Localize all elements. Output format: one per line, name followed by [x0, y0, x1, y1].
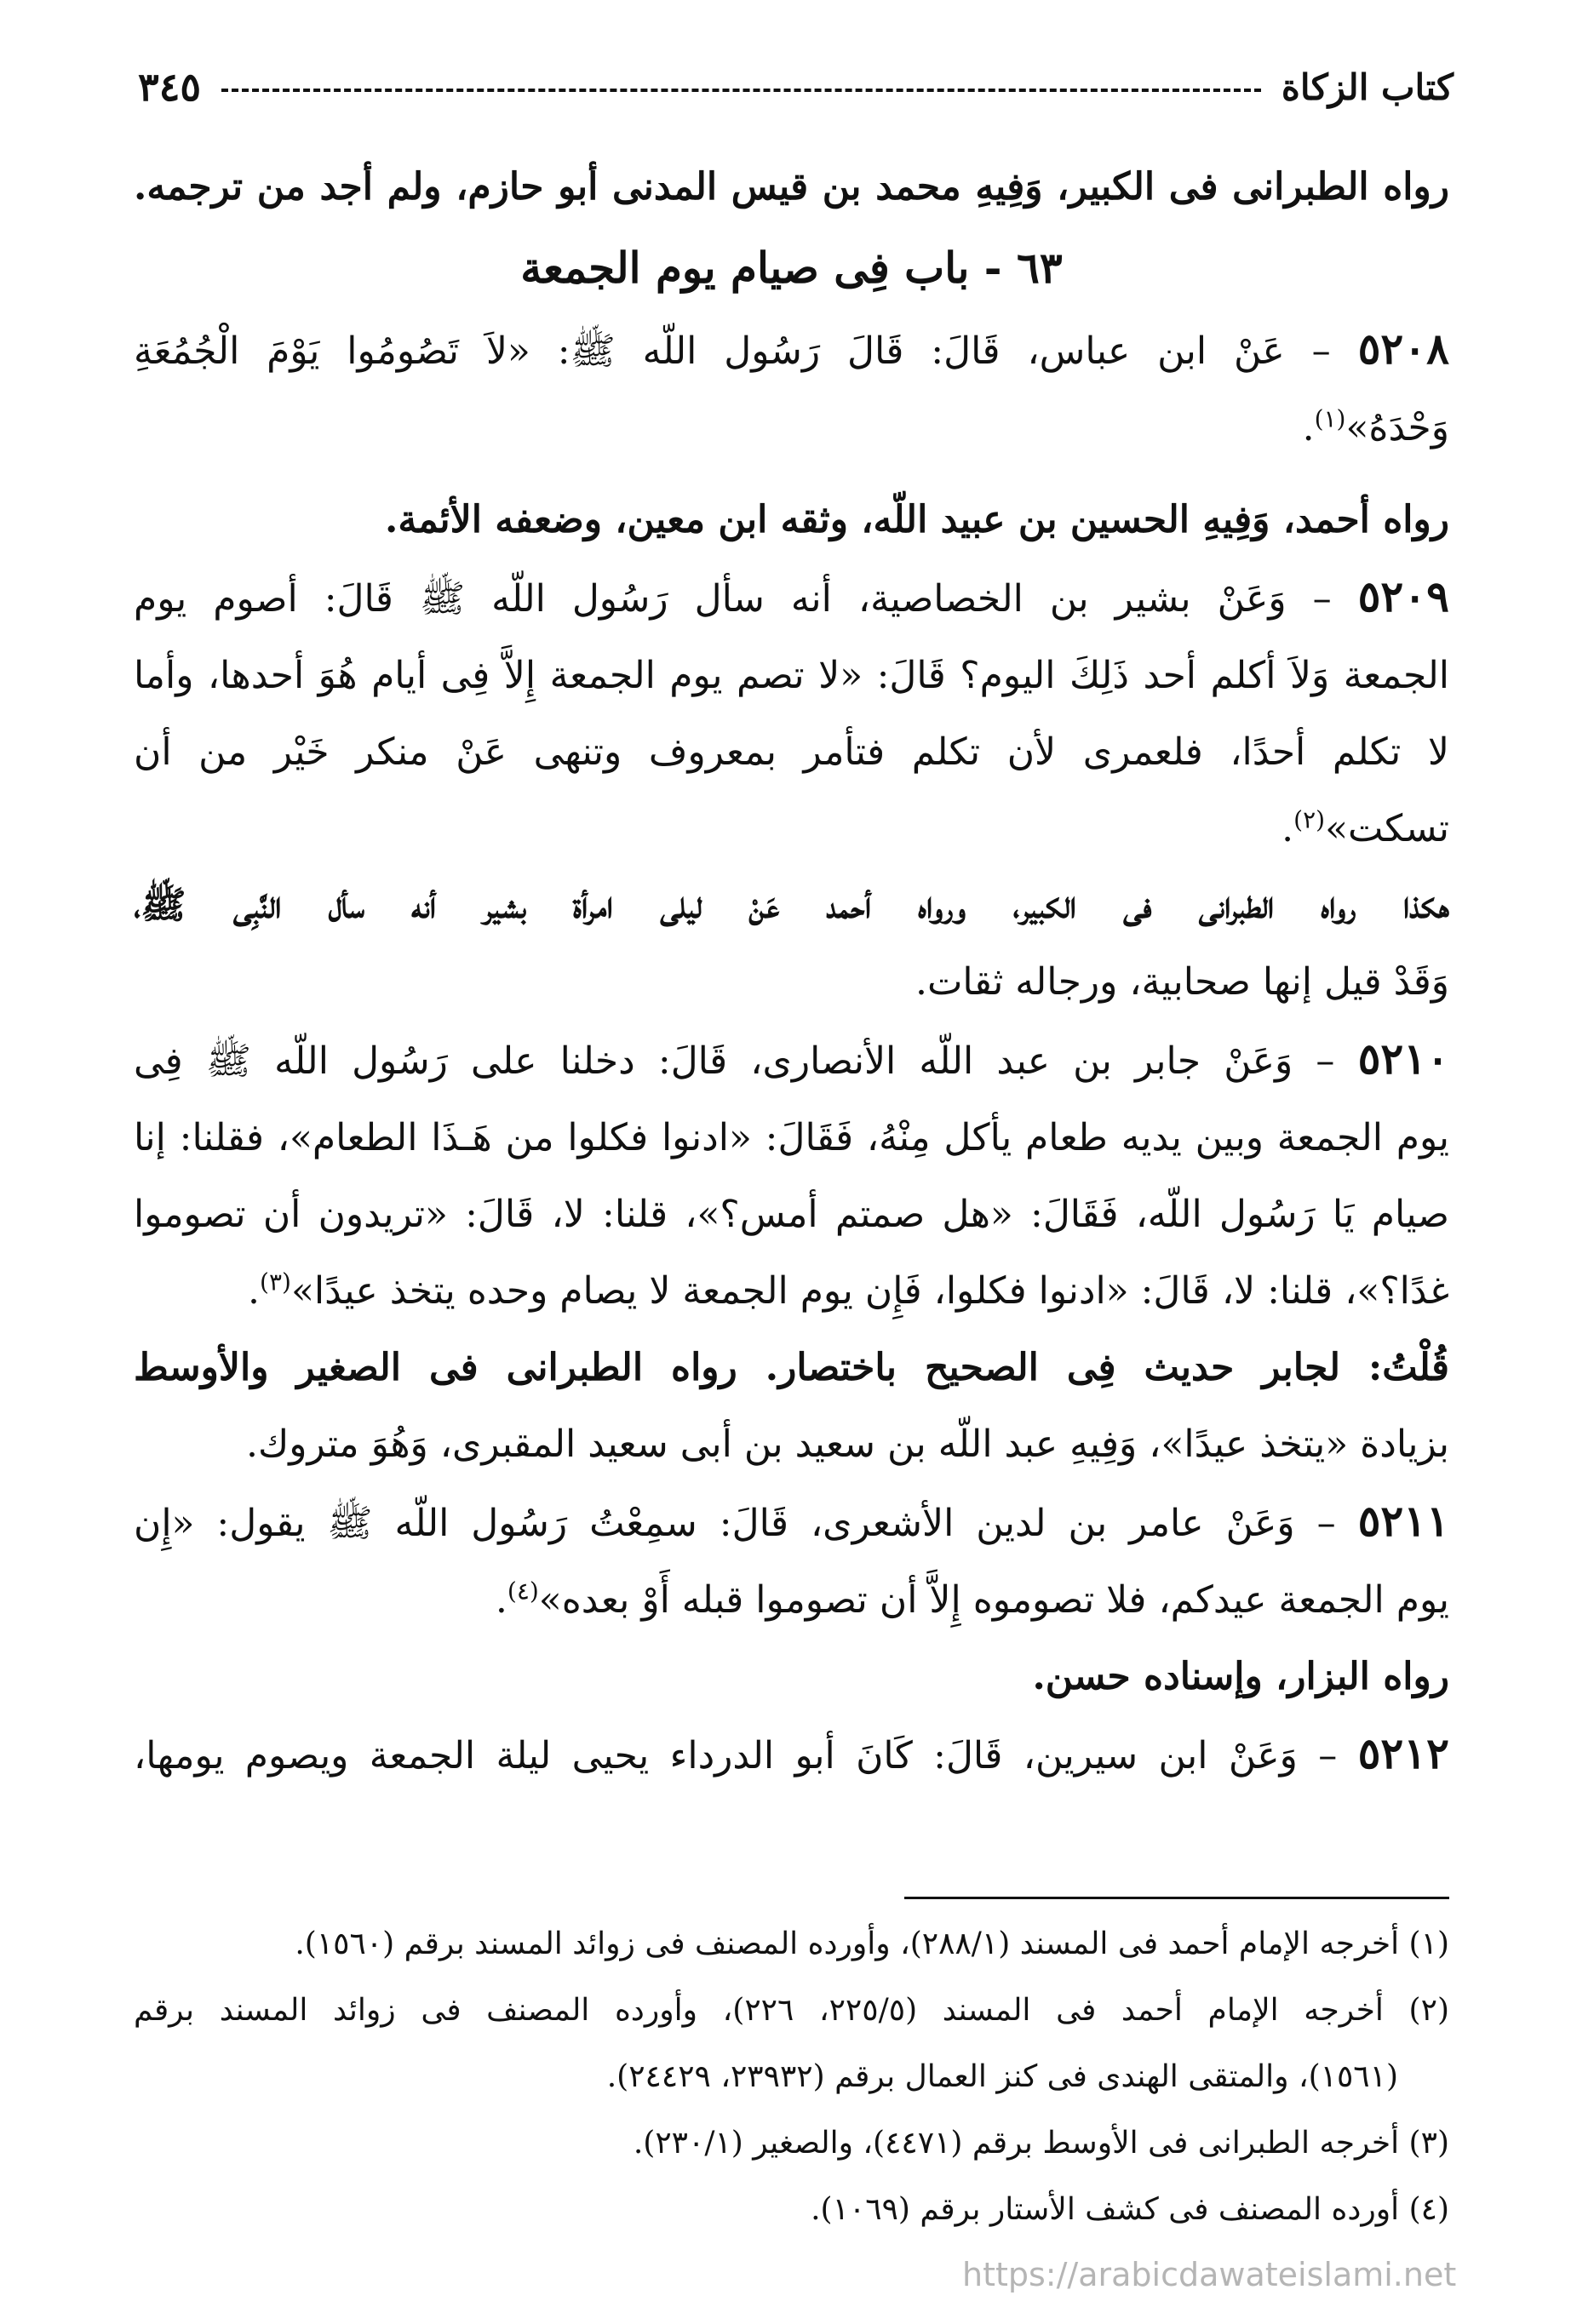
footnote-3: (٣) أخرجه الطبرانى فى الأوسط برقم (٤٤٧١)، والصغير (٢٣٠/١).	[633, 2126, 1449, 2161]
text-line: رواه أحمد، وَفِيهِ الحسين بن عبيد اللّه، وثقه ابن معين، وضعفه الأئمة.	[385, 498, 1449, 541]
hadith-5209-line: الجمعة وَلاَ أكلم أحد ذَلِكَ اليوم؟ قَالَ: «لا تصم يوم الجمعة إِلاَّ فِى أيام هُوَ أحدها، وأما	[134, 654, 1449, 697]
hadith-5211-line	[134, 1483, 1449, 1562]
book-section-title: كتاب الزكاة	[1281, 66, 1454, 108]
hadith-number: ٥٢٠٨	[1357, 323, 1449, 374]
footnotes	[134, 1911, 1449, 2243]
page-number: ٣٤٥	[138, 64, 202, 110]
hadith-5210-line: يوم الجمعة وبين يديه طعام يأكل مِنْهُ، فَقَالَ: «ادنوا فكلوا من هَـذَا الطعام»، فقلنا: إنا	[134, 1116, 1449, 1159]
watermark-url: https://arabicdawateislami.net	[962, 2256, 1457, 2293]
text-line: بزيادة «يتخذ عيدًا»، وَفِيهِ عبد اللّه بن سعيد بن أبى سعيد المقبرى، وَهُوَ متروك.	[245, 1422, 1449, 1466]
hadith-5209-line: تسكت»$^{(٢)}$.	[1282, 805, 1449, 850]
hadith-5209-line	[134, 558, 1449, 638]
hadith-text: غدًا؟»، قلنا: لا، قَالَ: «ادنوا فكلوا، فَإِن يوم الجمعة لا يصام وحده يتخذ عيدًا»	[290, 1269, 1449, 1313]
footnote-ref: (٤)	[507, 1577, 539, 1606]
footnote-4: (٤) أورده المصنف فى كشف الأستار برقم (١٠٦٩).	[811, 2192, 1449, 2227]
footnote-ref: (٣)	[260, 1268, 291, 1297]
hadith-5210-line: غدًا؟»، قلنا: لا، قَالَ: «ادنوا فكلوا، فَإِن يوم الجمعة لا يصام وحده يتخذ عيدًا»$^{(٣)}$.	[248, 1268, 1449, 1313]
hadith-text: – وَعَنْ ابن سيرين، قَالَ: كَانَ أبو الدرداء يحيى ليلة الجمعة ويصوم يومها،	[134, 1734, 1358, 1777]
hadith-text: يوم الجمعة عيدكم، فلا تصوموه إِلاَّ أن تصوموا قبله أَوْ بعده»	[538, 1578, 1449, 1622]
text-line: قُلْتُ: لجابر حديث فِى الصحيح باختصار. رواه الطبرانى فى الصغير والأوسط	[134, 1346, 1449, 1389]
text-line: رواه البزار، وإسناده حسن.	[1032, 1655, 1449, 1698]
hadith-5212-line	[134, 1715, 1449, 1795]
footnote-ref: (١)	[1314, 404, 1346, 433]
hadith-5210-line: صيام يَا رَسُول اللّه، فَقَالَ: «هل صمتم أمس؟»، قلنا: لا، قَالَ: «تريدون أن تصوموا	[134, 1193, 1449, 1236]
chapter-heading: ٦٣ - باب فِى صيام يوم الجمعة	[520, 243, 1063, 293]
hadith-5208-line: وَحْدَهُ»$^{(١)}$.	[1302, 404, 1449, 449]
hadith-text: وَحْدَهُ»	[1345, 406, 1449, 449]
text-line: هكذا رواه الطبرانى فى الكبير، ورواه أحمد عَنْ ليلى امرأة بشير أنه سأل النَّبِى ﷺ،	[134, 884, 1449, 927]
hadith-5209-line: لا تكلم أحدًا، فلعمرى لأن تكلم فتأمر بمعروف وتنهى عَنْ منكر خَيْر من أن	[134, 730, 1449, 774]
hadith-text: تسكت»	[1325, 807, 1449, 850]
hadith-5208-line	[134, 311, 1449, 390]
hadith-number: ٥٢١٢	[1357, 1728, 1449, 1778]
hadith-number: ٥٢٠٩	[1357, 571, 1449, 621]
hadith-number: ٥٢١١	[1357, 1496, 1449, 1546]
footnote-ref: (٢)	[1293, 805, 1326, 834]
text-line: وَقَدْ قيل إنها صحابية، ورجاله ثقات.	[915, 960, 1449, 1004]
hadith-5210-line	[134, 1021, 1449, 1100]
footnote-1: (١) أخرجه الإمام أحمد فى المسند (٢٨٨/١)، وأورده المصنف فى زوائد المسند برقم (١٥٦٠).	[295, 1926, 1449, 1961]
hadith-text: – وَعَنْ بشير بن الخصاصية، أنه سأل رَسُول اللّه ﷺ قَالَ: أصوم يوم	[134, 577, 1358, 621]
header-dashed-rule	[221, 89, 1261, 92]
hadith-5211-line: يوم الجمعة عيدكم، فلا تصوموه إِلاَّ أن تصوموا قبله أَوْ بعده»$^{(٤)}$.	[495, 1577, 1449, 1622]
hadith-text: – وَعَنْ جابر بن عبد اللّه الأنصارى، قَالَ: دخلنا على رَسُول اللّه ﷺ فِى	[134, 1039, 1358, 1083]
hadith-number: ٥٢١٠	[1357, 1033, 1449, 1084]
footnote-2: (٢) أخرجه الإمام أحمد فى المسند (٢٢٥/٥، ٢٢٦)، وأورده المصنف فى زوائد المسند برقم	[134, 1993, 1449, 2028]
footnote-2-continued: (١٥٦١)، والمتقى الهندى فى كنز العمال برقم (٢٣٩٣٢، ٢٤٤٢٩).	[606, 2059, 1398, 2094]
running-header	[138, 61, 1454, 112]
text-line: رواه الطبرانى فى الكبير، وَفِيهِ محمد بن قيس المدنى أبو حازم، ولم أجد من ترجمه.	[134, 165, 1449, 209]
hadith-text: – عَنْ ابن عباس، قَالَ: قَالَ رَسُول اللّه ﷺ: «لاَ تَصُومُوا يَوْمَ الْجُمُعَةِ	[134, 329, 1358, 373]
footnote-separator	[904, 1897, 1449, 1899]
main-text	[134, 149, 1449, 1795]
hadith-text: – وَعَنْ عامر بن لدين الأشعرى، قَالَ: سمِعْتُ رَسُول اللّه ﷺ يقول: «إِن	[134, 1502, 1358, 1545]
